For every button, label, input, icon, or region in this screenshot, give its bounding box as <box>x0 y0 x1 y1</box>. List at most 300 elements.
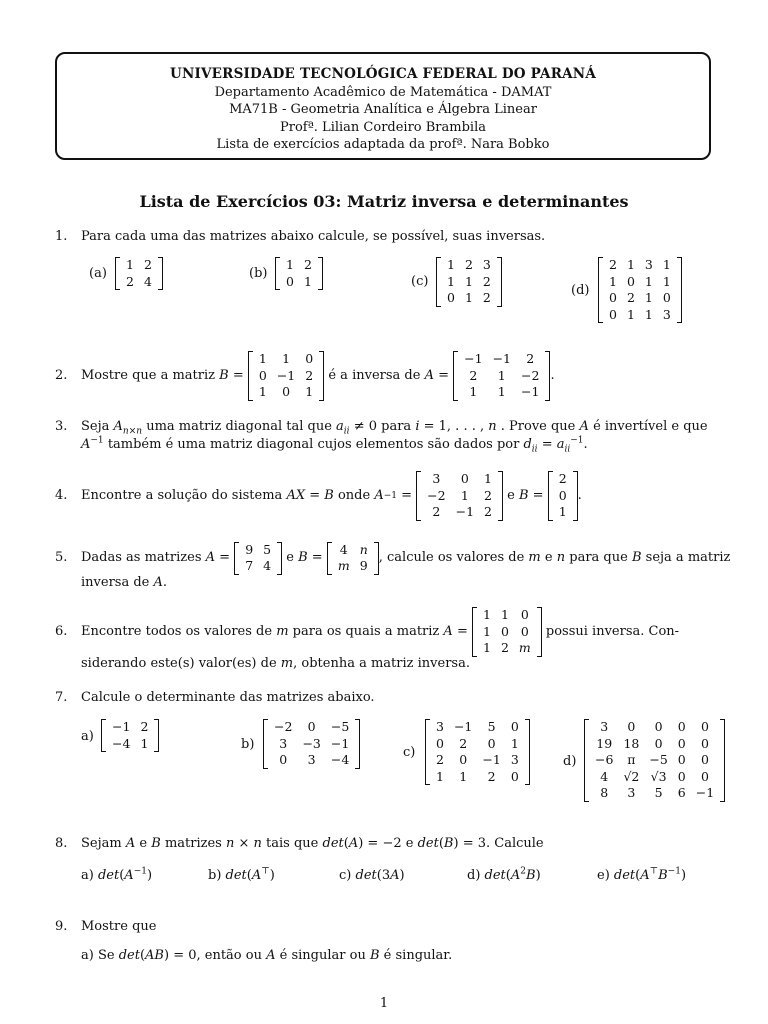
matrix-cell: 1 <box>258 351 267 367</box>
matrix-grid <box>554 471 572 521</box>
q6-number: 6. <box>55 624 68 639</box>
q6-line-2: siderando este(s) valor(es) de m, obtenha a matriz inversa. <box>81 656 470 671</box>
header-box <box>55 52 711 160</box>
matrix-grid <box>478 607 536 657</box>
matrix-cell: 3 <box>436 719 444 734</box>
right-bracket <box>525 719 530 785</box>
matrix-cell: 1 <box>464 290 473 305</box>
matrix-row <box>431 719 524 736</box>
matrix-cell: 1 <box>482 607 491 623</box>
matrix-grid <box>254 351 318 401</box>
q7-label-a: a) <box>81 729 94 744</box>
matrix-cell: 0 <box>282 384 291 400</box>
q5-text-4: e <box>544 550 553 565</box>
right-bracket <box>154 719 159 752</box>
q8-item-d: d) $\det(A^2B)$ <box>467 866 541 883</box>
matrix-row <box>590 736 719 753</box>
matrix-cell: 0 <box>654 719 663 734</box>
matrix-cell: 2 <box>140 719 149 734</box>
q3-text-4: . Prove que <box>500 419 576 434</box>
matrix-cell: 3 <box>600 719 609 734</box>
matrix-row <box>333 558 373 575</box>
q1-label-d: (d) <box>571 283 590 298</box>
q3-text-6: também é uma matriz diagonal cujos elementos são dados por <box>107 437 520 452</box>
matrix-cell: 1 <box>662 257 671 272</box>
matrix-cell: 3 <box>482 257 491 272</box>
q9-item-a: a) Se det(AB) = 0, então ou A é singular ou B é singular. <box>81 948 453 963</box>
matrix-cell: 0 <box>258 367 267 383</box>
matrix-cell: 3 <box>627 785 636 800</box>
matrix-cell: 0 <box>307 719 316 734</box>
q6-text-3: possui inversa. Con- <box>545 624 680 639</box>
matrix-row <box>478 640 536 657</box>
matrix-row <box>604 274 676 291</box>
matrix-cell: 9 <box>245 541 254 557</box>
q7-matrix-c <box>425 719 530 785</box>
matrix-cell: −2 <box>274 719 293 734</box>
matrix-cell: 0 <box>626 273 635 289</box>
matrix-cell: 1 <box>626 257 635 272</box>
matrix-cell: 2 <box>626 290 635 305</box>
matrix-grid <box>240 542 276 575</box>
page-number: 1 <box>379 996 389 1011</box>
matrix-cell: 0 <box>500 623 509 639</box>
q8-line-1: Sejam A e B matrizes n × n tais que det(A) = −2 e det(B) = 3. Calcule <box>81 836 544 851</box>
q8-item-c: c) det(3A) <box>339 868 405 883</box>
q1-text: Para cada uma das matrizes abaixo calcule, se possível, suas inversas. <box>81 229 546 244</box>
matrix-cell: −1 <box>464 351 483 367</box>
right-bracket <box>355 719 360 769</box>
matrix-row <box>554 471 572 488</box>
q8-text-2: e <box>139 836 148 851</box>
matrix-row <box>431 736 524 753</box>
matrix-cell: 0 <box>459 752 468 767</box>
adaptation-note: Lista de exercícios adaptada da profª. Nara Bobko <box>216 137 550 152</box>
matrix-cell: 0 <box>520 623 529 639</box>
matrix-cell: 1 <box>497 384 506 400</box>
q3-text-2: uma matriz diagonal tal que <box>146 419 332 434</box>
matrix-row <box>240 542 276 559</box>
matrix-grid <box>604 257 676 323</box>
matrix-cell: 5 <box>263 541 272 557</box>
matrix-cell: m <box>518 640 531 656</box>
q5-text-1: Dadas as matrizes <box>81 550 202 565</box>
left-bracket <box>425 719 430 785</box>
matrix-cell: 0 <box>677 752 686 767</box>
matrix-cell: −1 <box>695 785 715 800</box>
q7-label-d: d) <box>563 754 577 769</box>
matrix-cell: 2 <box>436 752 444 767</box>
matrix-cell: 0 <box>662 290 671 305</box>
matrix-cell: 0 <box>286 273 294 289</box>
right-bracket <box>318 257 323 290</box>
q4-matrix-b <box>548 471 578 521</box>
matrix-row <box>269 736 354 753</box>
matrix-cell: 1 <box>497 367 506 383</box>
left-bracket <box>453 351 458 401</box>
q4-text-1: Encontre a solução do sistema <box>81 488 283 503</box>
q5-line-1: Dadas as matrizes A = 9 5 7 4 e B = 4 n m 9 , calcule os valores de m e n para que B seja a matriz <box>81 541 731 573</box>
q6-text-5: , obtenha a matriz inversa. <box>293 656 470 671</box>
q3-text-5: é invertível e que <box>593 419 708 434</box>
q7-matrix-d <box>584 719 725 802</box>
matrix-cell: 3 <box>279 735 288 751</box>
matrix-row <box>422 471 497 488</box>
matrix-grid <box>422 471 497 521</box>
matrix-cell: 1 <box>482 640 491 656</box>
matrix-cell: 2 <box>526 351 535 367</box>
matrix-cell: −1 <box>521 384 540 400</box>
matrix-cell: 2 <box>459 735 468 751</box>
matrix-row <box>604 290 676 307</box>
matrix-row <box>431 752 524 769</box>
matrix-cell: 5 <box>654 785 663 800</box>
right-bracket <box>545 351 550 401</box>
q1-matrix-b <box>275 257 323 290</box>
matrix-cell: √2 <box>623 768 640 784</box>
right-bracket <box>374 542 379 575</box>
q1-matrix-c <box>436 257 502 307</box>
matrix-cell: 3 <box>432 471 441 487</box>
matrix-row <box>422 488 497 505</box>
left-bracket <box>472 607 477 657</box>
matrix-cell: −3 <box>302 735 321 751</box>
right-bracket <box>319 351 324 401</box>
matrix-cell: 4 <box>263 558 272 573</box>
matrix-cell: 2 <box>305 367 314 383</box>
left-bracket <box>115 257 120 290</box>
matrix-row <box>590 752 719 769</box>
matrix-cell: 1 <box>305 384 314 400</box>
q8-item-a-label: a) <box>81 868 94 883</box>
q4-text-2: onde <box>337 488 371 503</box>
right-bracket <box>537 607 542 657</box>
matrix-row <box>442 274 496 291</box>
q8-text-4: tais que <box>266 836 319 851</box>
q9-number: 9. <box>55 919 68 934</box>
right-bracket <box>497 257 502 307</box>
matrix-cell: −6 <box>595 752 614 767</box>
matrix-cell: −1 <box>112 719 131 734</box>
matrix-row <box>442 290 496 307</box>
university-name: UNIVERSIDADE TECNOLÓGICA FEDERAL DO PARANÁ <box>169 66 597 82</box>
matrix-row <box>240 558 276 575</box>
matrix-cell: 1 <box>500 607 509 623</box>
matrix-cell: 1 <box>447 257 455 272</box>
q4-text-3: e <box>507 488 515 503</box>
matrix-grid <box>107 719 153 752</box>
matrix-row <box>459 368 544 385</box>
q8-text-5: e <box>405 836 414 851</box>
q5-text-6: seja a matriz <box>645 550 731 565</box>
matrix-cell: 1 <box>609 273 617 289</box>
matrix-cell: 1 <box>558 504 567 520</box>
matrix-cell: 1 <box>644 290 653 305</box>
matrix-cell: 3 <box>662 306 671 322</box>
matrix-cell: −1 <box>492 351 511 367</box>
q8-text-1: Sejam <box>81 836 122 851</box>
matrix-cell: 1 <box>303 273 312 289</box>
matrix-grid <box>442 257 496 307</box>
matrix-cell: 0 <box>558 487 567 503</box>
q8-item-e-label: e) <box>597 868 610 883</box>
right-bracket <box>158 257 163 290</box>
matrix-cell: 1 <box>460 487 469 503</box>
matrix-cell: 2 <box>484 487 492 503</box>
q9-text: Mostre que <box>81 919 157 934</box>
matrix-cell: 0 <box>447 290 455 305</box>
matrix-cell: −1 <box>455 504 475 520</box>
q4-line: Encontre a solução do sistema AX = B onde A −1 = 3 0 1 −2 1 2 2 −1 2 e B = 2 0 1 . <box>81 471 582 520</box>
matrix-cell: 1 <box>626 306 635 322</box>
matrix-row <box>431 769 524 786</box>
matrix-cell: −4 <box>112 735 131 751</box>
q9-a-text-3: é singular ou <box>279 948 366 963</box>
q8-item-e: e) $\det(A^⊤B^{-1})$ <box>597 866 687 883</box>
right-bracket <box>498 471 503 521</box>
q7-label-b: b) <box>241 737 255 752</box>
q6-text-2: para os quais a matriz <box>292 624 440 639</box>
right-bracket <box>720 719 725 802</box>
matrix-cell: 0 <box>609 290 617 305</box>
q5-matrix-a <box>234 542 282 575</box>
left-bracket <box>416 471 421 521</box>
matrix-row <box>554 504 572 521</box>
q7-matrix-b <box>263 719 360 769</box>
q8-item-c-label: c) <box>339 868 352 883</box>
matrix-cell: 3 <box>644 257 653 272</box>
matrix-cell: √3 <box>650 768 667 784</box>
matrix-row <box>478 624 536 641</box>
matrix-cell: 2 <box>469 367 478 383</box>
matrix-row <box>121 257 157 274</box>
q4-matrix-ainv <box>416 471 503 521</box>
matrix-cell: 1 <box>258 384 267 400</box>
matrix-cell: 1 <box>447 273 455 289</box>
q2-line: Mostre que a matriz B = 1 1 0 0 −1 2 1 0 1 é a inversa de A = −1 −1 2 2 1 −2 1 1 −1 . <box>81 351 555 400</box>
q3-line-1: Seja $A_{n\times n}$ uma matriz diagonal tal que $a_{ii} \ne 0$ para i = 1, . . . , n . Prove que A é invertível e que <box>81 419 708 437</box>
matrix-cell: 2 <box>482 273 491 289</box>
matrix-row <box>254 368 318 385</box>
matrix-row <box>604 257 676 274</box>
matrix-row <box>554 488 572 505</box>
matrix-grid <box>281 257 317 290</box>
matrix-cell: 6 <box>677 785 686 800</box>
matrix-cell: 3 <box>307 752 316 767</box>
matrix-cell: 0 <box>700 735 709 751</box>
q8-item-b-label: b) <box>208 868 222 883</box>
matrix-grid <box>431 719 524 785</box>
matrix-cell: 2 <box>609 257 617 272</box>
q8-number: 8. <box>55 836 68 851</box>
matrix-cell: −1 <box>330 735 350 751</box>
q1-matrix-d <box>598 257 682 323</box>
q1-number: 1. <box>55 229 68 244</box>
q7-number: 7. <box>55 690 68 705</box>
q9-a-text-4: é singular. <box>383 948 453 963</box>
matrix-cell: 5 <box>487 719 496 734</box>
matrix-cell: 1 <box>140 735 149 751</box>
matrix-cell: 1 <box>484 471 492 487</box>
matrix-row <box>590 769 719 786</box>
matrix-cell: 2 <box>484 504 492 520</box>
matrix-row <box>478 607 536 624</box>
matrix-grid <box>269 719 354 769</box>
matrix-cell: 0 <box>700 752 709 767</box>
q9-a-text-1: Se <box>97 948 115 963</box>
matrix-grid <box>333 542 373 575</box>
q1-label-b: (b) <box>249 266 268 281</box>
q8-text-6: . Calcule <box>485 836 544 851</box>
matrix-cell: n <box>359 541 368 557</box>
matrix-cell: 2 <box>482 290 491 305</box>
matrix-cell: 0 <box>305 351 314 367</box>
left-bracket <box>548 471 553 521</box>
matrix-cell: 1 <box>286 257 294 272</box>
q2-matrix-a <box>453 351 550 401</box>
matrix-cell: 0 <box>700 719 709 734</box>
matrix-cell: −4 <box>330 752 350 767</box>
q5-number: 5. <box>55 550 68 565</box>
left-bracket <box>598 257 603 323</box>
q1-label-a: (a) <box>89 266 107 281</box>
matrix-cell: 2 <box>432 504 441 520</box>
matrix-cell: 2 <box>143 257 152 272</box>
matrix-cell: 0 <box>510 719 519 734</box>
matrix-row <box>459 384 544 401</box>
matrix-row <box>459 351 544 368</box>
matrix-cell: −1 <box>482 752 501 767</box>
q7-label-c: c) <box>403 745 416 760</box>
q5-line-2: inversa de A. <box>81 575 168 590</box>
left-bracket <box>248 351 253 401</box>
course: MA71B - Geometria Analítica e Álgebra Linear <box>229 102 537 117</box>
matrix-cell: 1 <box>126 257 134 272</box>
matrix-cell: 18 <box>623 735 640 751</box>
matrix-cell: −2 <box>427 487 446 503</box>
matrix-cell: −1 <box>276 367 296 383</box>
matrix-cell: 0 <box>510 768 519 784</box>
q2-number: 2. <box>55 368 68 383</box>
q3-text-3: para <box>381 419 412 434</box>
matrix-cell: 0 <box>654 735 663 751</box>
matrix-cell: 2 <box>500 640 509 656</box>
matrix-row <box>269 752 354 769</box>
right-bracket <box>677 257 682 323</box>
matrix-cell: 1 <box>459 768 468 784</box>
q3-text-1: Seja <box>81 419 110 434</box>
q5-text-5: para que <box>569 550 628 565</box>
matrix-cell: 0 <box>609 306 617 322</box>
matrix-row <box>333 542 373 559</box>
matrix-cell: 2 <box>303 257 312 272</box>
matrix-cell: −5 <box>649 752 668 767</box>
q2-text-1: Mostre que a matriz <box>81 368 215 383</box>
matrix-cell: 1 <box>510 735 519 751</box>
matrix-cell: 4 <box>143 273 152 289</box>
q1-matrix-a <box>115 257 163 290</box>
left-bracket <box>234 542 239 575</box>
matrix-cell: 1 <box>644 306 653 322</box>
q8-text-3: matrizes <box>164 836 222 851</box>
matrix-cell: 8 <box>600 785 609 800</box>
matrix-row <box>254 384 318 401</box>
matrix-cell: 2 <box>487 768 496 784</box>
matrix-cell: 1 <box>662 273 671 289</box>
q2-text-2: é a inversa de <box>328 368 421 383</box>
q3-line-2: $A^{-1}$ também é uma matriz diagonal cujos elementos são dados por $d_{ii} = a_{ii}^{-1}$. <box>81 435 588 455</box>
matrix-cell: 4 <box>339 541 348 557</box>
matrix-cell: 4 <box>600 768 609 784</box>
matrix-cell: 1 <box>469 384 478 400</box>
matrix-cell: 0 <box>520 607 529 623</box>
matrix-cell: 1 <box>482 623 491 639</box>
q6-text-4: siderando este(s) valor(es) de <box>81 656 277 671</box>
left-bracket <box>275 257 280 290</box>
matrix-row <box>590 785 719 802</box>
matrix-row <box>604 307 676 324</box>
q6-text-1: Encontre todos os valores de <box>81 624 273 639</box>
matrix-cell: −2 <box>521 367 540 383</box>
matrix-cell: 1 <box>464 273 473 289</box>
q9-a-text-2: , então ou <box>196 948 262 963</box>
matrix-cell: 0 <box>436 735 444 751</box>
matrix-cell: −1 <box>453 719 473 734</box>
q5-text-3: , calcule os valores de <box>378 550 525 565</box>
matrix-cell: 7 <box>245 558 254 573</box>
q1-label-c: (c) <box>411 274 429 289</box>
matrix-cell: 2 <box>464 257 473 272</box>
q8-item-a: a) $\det(A^{-1})$ <box>81 866 153 883</box>
matrix-grid <box>459 351 544 401</box>
q6-matrix-a <box>472 607 542 657</box>
matrix-cell: 9 <box>359 558 368 573</box>
q7-matrix-a <box>101 719 159 752</box>
matrix-row <box>254 351 318 368</box>
left-bracket <box>436 257 441 307</box>
department: Departamento Acadêmico de Matemática - DAMAT <box>214 84 552 100</box>
matrix-cell: 2 <box>126 273 134 289</box>
q2-matrix-b <box>248 351 324 401</box>
matrix-cell: 0 <box>677 768 686 784</box>
matrix-row <box>107 719 153 736</box>
right-bracket <box>277 542 282 575</box>
page-title: Lista de Exercícios 03: Matriz inversa e determinantes <box>139 192 629 211</box>
left-bracket <box>584 719 589 802</box>
q7-text: Calcule o determinante das matrizes abaixo. <box>81 690 375 705</box>
q8-item-b: b) det(A⊤) <box>208 866 275 883</box>
matrix-cell: 1 <box>282 351 291 367</box>
matrix-cell: 1 <box>436 768 444 784</box>
matrix-cell: 0 <box>677 735 686 751</box>
professor: Profª. Lilian Cordeiro Brambila <box>280 119 486 135</box>
matrix-cell: m <box>337 558 350 573</box>
matrix-grid <box>121 257 157 290</box>
left-bracket <box>101 719 106 752</box>
matrix-row <box>107 736 153 753</box>
matrix-row <box>281 257 317 274</box>
matrix-cell: 0 <box>700 768 709 784</box>
matrix-cell: 0 <box>627 719 636 734</box>
matrix-cell: 0 <box>677 719 686 734</box>
q5-text-7: inversa de <box>81 575 150 590</box>
matrix-cell: 19 <box>596 735 613 751</box>
q5-text-2: e <box>286 550 294 565</box>
matrix-cell: 0 <box>460 471 469 487</box>
q8-item-d-label: d) <box>467 868 481 883</box>
right-bracket <box>573 471 578 521</box>
q3-number: 3. <box>55 419 68 434</box>
